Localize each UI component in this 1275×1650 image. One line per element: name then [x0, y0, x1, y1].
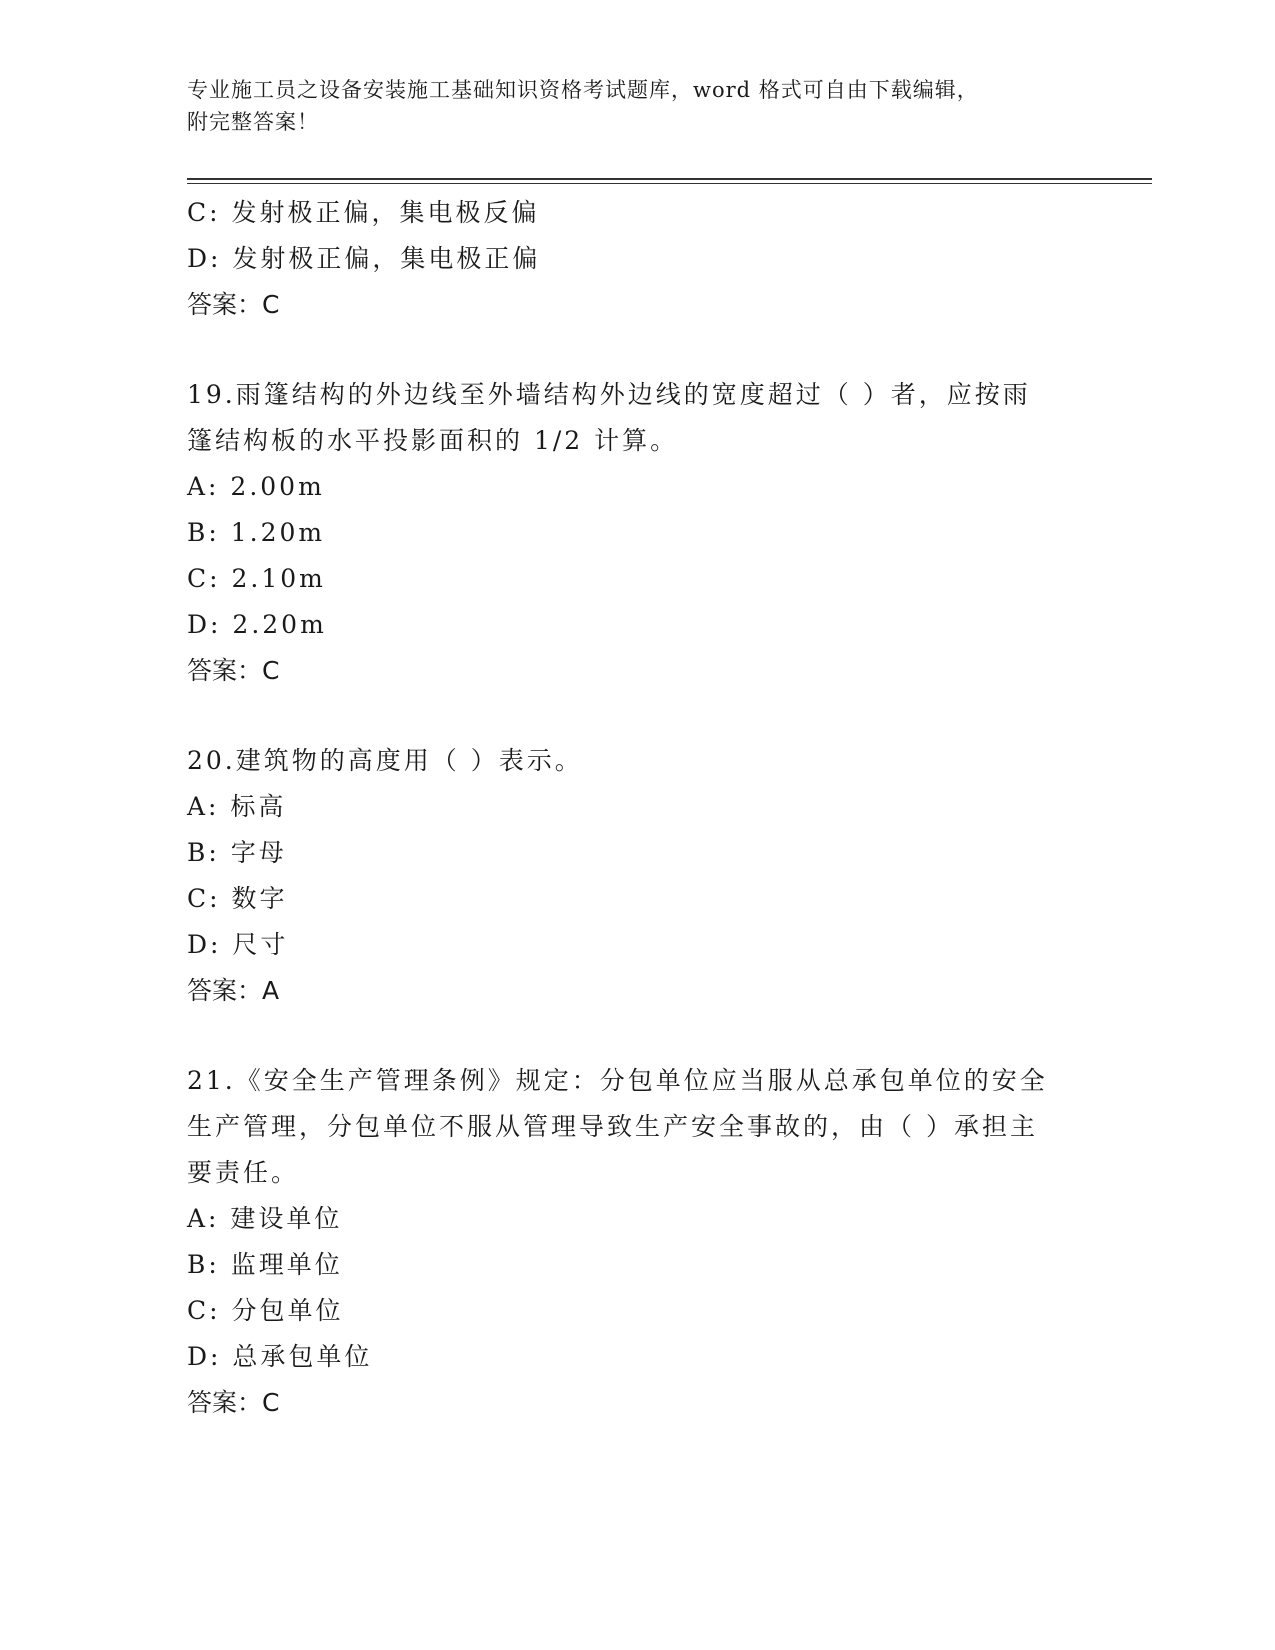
option-b: B: 1.20m: [187, 518, 326, 547]
spacer: [187, 1014, 1087, 1058]
option-a: A: 建设单位: [187, 1204, 343, 1233]
question-stem-line: 21.《安全生产管理条例》规定：分包单位应当服从总承包单位的安全: [187, 1066, 1048, 1095]
question-stem-line: 生产管理，分包单位不服从管理导致生产安全事故的，由（ ）承担主: [187, 1112, 1038, 1141]
question-stem-line: 篷结构板的水平投影面积的 1/2 计算。: [187, 426, 679, 455]
question-list: [187, 190, 1087, 1426]
spacer: [187, 328, 1087, 372]
question-stem-line: 19.雨篷结构的外边线至外墙结构外边线的宽度超过（ ）者，应按雨: [187, 380, 1031, 409]
answer-line: 答案：C: [187, 290, 280, 319]
option-b: B: 监理单位: [187, 1250, 343, 1279]
option-c: C: 数字: [187, 884, 288, 913]
header-divider: [187, 178, 1152, 180]
answer-line: 答案：A: [187, 976, 280, 1005]
question-18-continued: [187, 190, 1087, 328]
option-d: D: 发射极正偏，集电极正偏: [187, 244, 541, 273]
answer-line: 答案：C: [187, 656, 280, 685]
option-c: C: 分包单位: [187, 1296, 344, 1325]
answer-line: 答案：C: [187, 1388, 280, 1417]
question-stem-line: 要责任。: [187, 1158, 300, 1187]
spacer: [187, 694, 1087, 738]
option-d: D: 2.20m: [187, 610, 327, 639]
option-d: D: 尺寸: [187, 930, 289, 959]
option-a: A: 标高: [187, 792, 287, 821]
option-d: D: 总承包单位: [187, 1342, 373, 1371]
question-21: [187, 1058, 1087, 1426]
page-header: [187, 74, 1087, 138]
header-title-line-2: 附完整答案！: [187, 110, 319, 134]
option-b: B: 字母: [187, 838, 287, 867]
question-19: [187, 372, 1087, 694]
option-c: C: 发射极正偏，集电极反偏: [187, 198, 540, 227]
option-c: C: 2.10m: [187, 564, 326, 593]
question-stem-line: 20.建筑物的高度用（ ）表示。: [187, 746, 583, 775]
question-20: [187, 738, 1087, 1014]
header-title-line-1: 专业施工员之设备安装施工基础知识资格考试题库，word 格式可自由下载编辑，: [187, 78, 979, 102]
header-divider-thin: [187, 183, 1152, 184]
option-a: A: 2.00m: [187, 472, 325, 501]
